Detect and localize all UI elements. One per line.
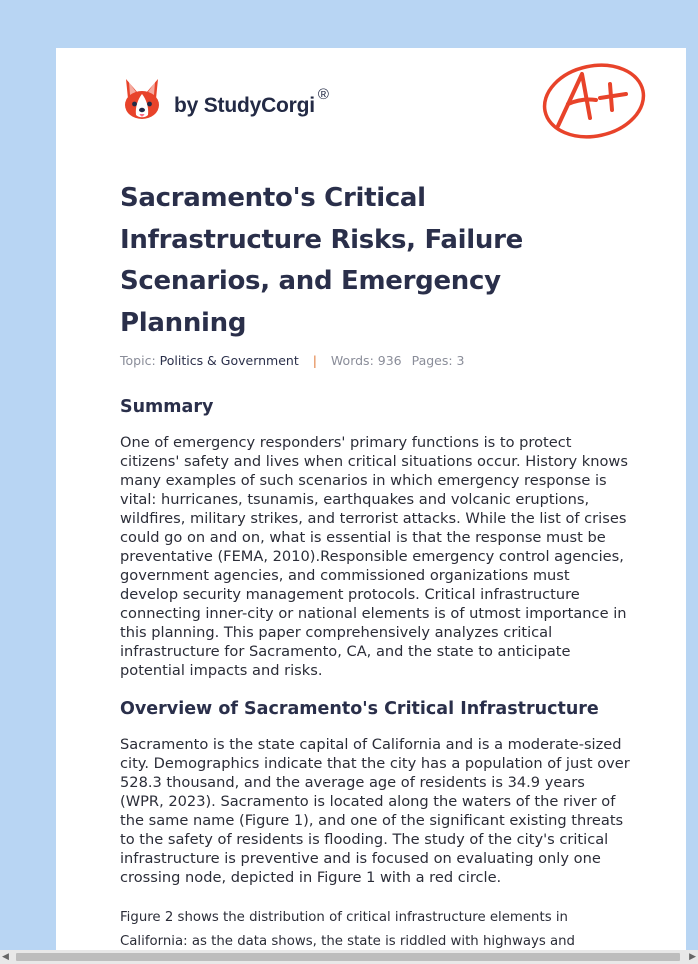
corgi-icon (122, 77, 162, 121)
topic-link[interactable]: Politics & Government (159, 353, 299, 368)
scrollbar-thumb[interactable] (16, 953, 680, 961)
overview-heading: Overview of Sacramento's Critical Infrastructure (120, 699, 599, 719)
studycorgi-logo[interactable] (122, 76, 329, 122)
brand-name: by StudyCorgi ® (174, 86, 329, 117)
meta-separator: | (312, 353, 317, 368)
summary-paragraph: One of emergency responders' primary functions is to protect citizens' safety and lives when critical situations occur. History knows many examples of such scenarios in which emergency response is vital: hurricanes, tsunamis, earthquakes and volcanic eruptions, wildfires, military strikes, and terrorist attacks. While the list of crises could go on and on, what is essential is that the response must be preventative (FEMA, 2010).Responsible emergency control agencies, government agencies, and commissioned organizations must develop security management protocols. Critical infrastructure connecting inner-city or national elements is of utmost importance in this planning. This paper comprehensively analyzes critical infrastructure for Sacramento, CA, and the state to anticipate potential impacts and risks. (120, 434, 628, 679)
document-meta (120, 353, 465, 368)
figure2-paragraph: Figure 2 shows the distribution of critical infrastructure elements in California: as the data shows, the state is riddled with highways and (120, 910, 576, 949)
scroll-left-icon[interactable]: ◀ (2, 952, 9, 962)
grade-badge (540, 60, 650, 144)
horizontal-scrollbar[interactable] (0, 950, 698, 964)
a-plus-icon (540, 60, 650, 140)
page-title: Sacramento's Critical Infrastructure Risks, Failure Scenarios, and Emergency Planning (120, 183, 523, 338)
summary-heading: Summary (120, 397, 214, 417)
overview-paragraph: Sacramento is the state capital of California and is a moderate-sized city. Demographics indicate that the city has a population of just over 528.3 thousand, and the average age of residents is 34.9 years (WPR, 2023). Sacramento is located along the waters of the river of the same name (Figure 1), and one of the significant existing threats to the safety of residents is flooding. The study of the city's critical infrastructure is preventive and is focused on evaluating only one crossing node, depicted in Figure 1 with a red circle. (120, 736, 630, 886)
word-count: Words: 936 (330, 353, 402, 368)
topic-label: Topic: (120, 353, 156, 368)
scroll-right-icon[interactable]: ▶ (689, 952, 696, 962)
page-count: Pages: 3 (411, 353, 465, 368)
document-page (56, 48, 686, 964)
